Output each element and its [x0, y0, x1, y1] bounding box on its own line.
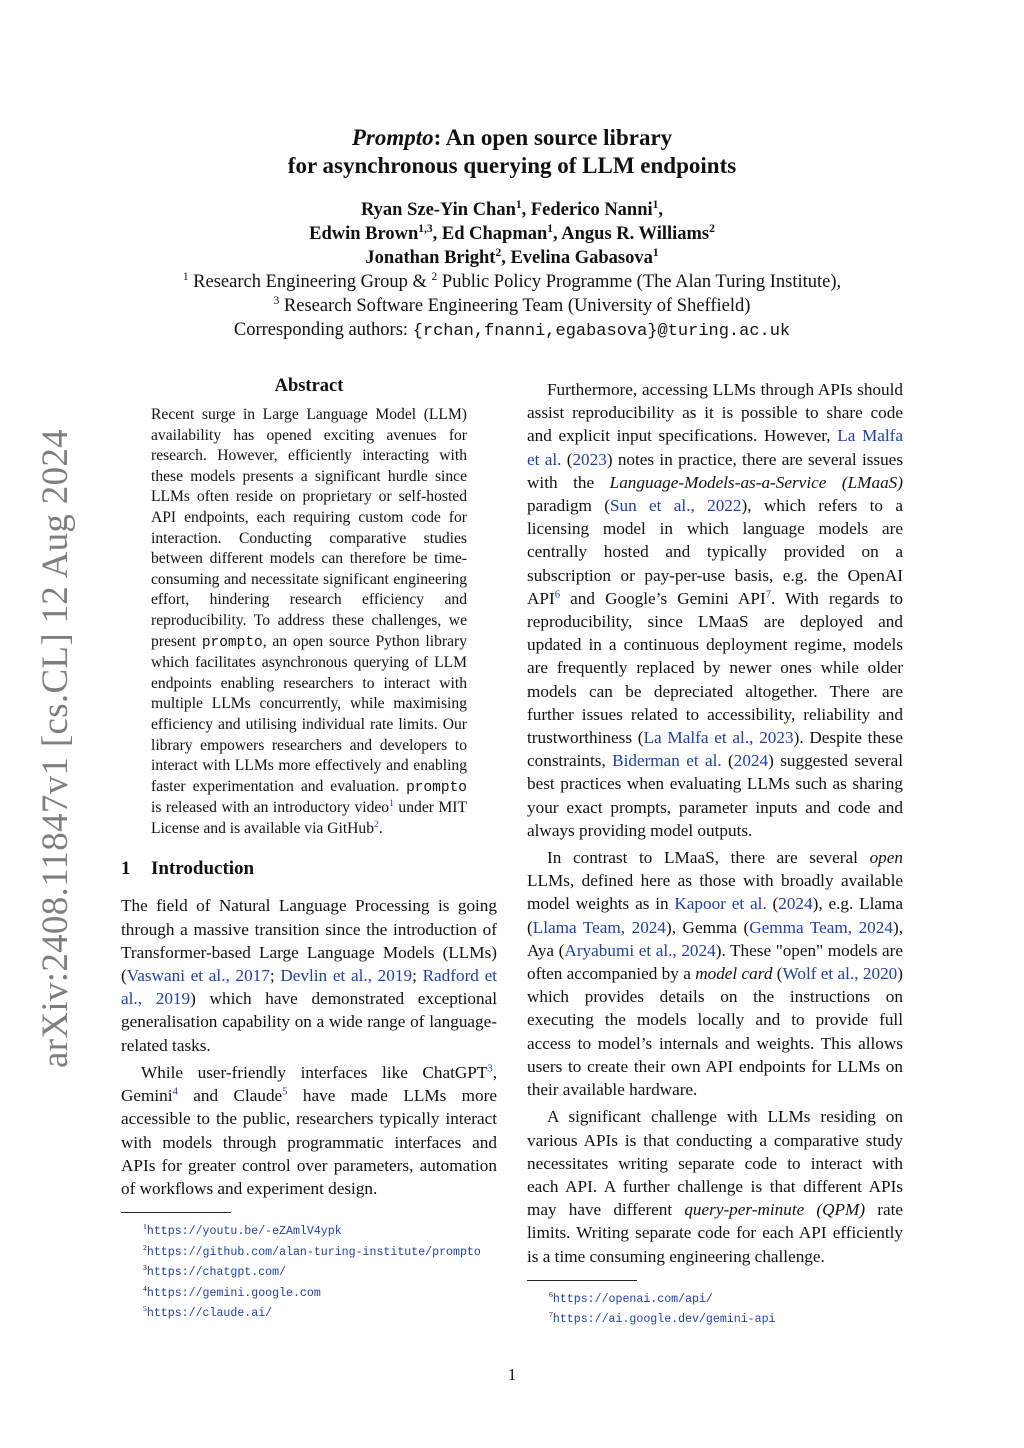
citation-link[interactable]: La Malfa et al., 2023 [643, 728, 794, 748]
footnote-url[interactable]: https://claude.ai/ [146, 1307, 273, 1321]
footnote-item: $^3$https://chatgpt.com/ [143, 1262, 287, 1280]
footnote-url[interactable]: https://youtu.be/-eZAmlV4ypk [146, 1225, 342, 1239]
author-list [0, 198, 1024, 270]
footnote-divider [121, 1212, 231, 1213]
footnote-ref[interactable]: 2 [374, 818, 379, 830]
footnote-item: $^5$https://claude.ai/ [143, 1303, 273, 1321]
paper-title-line-2: for asynchronous querying of LLM endpoints [287, 153, 737, 178]
citation-link[interactable]: Radford et al., 2019 [121, 966, 497, 1009]
citation-link[interactable]: Wolf et al., 2020 [782, 964, 898, 984]
author-line-1: Ryan Sze-Yin Chan$^1$, Federico Nanni$^1$, [360, 198, 664, 220]
footnote-divider [527, 1280, 637, 1281]
intro-paragraph-2: While user-friendly interfaces like ChatGPT$^3$, Gemini$^4$ and Claude$^5$ have made LLMs more accessible to the public, researchers typically interact with models through programmatic interfaces and APIs for greater control over parameters, automation of workflows and experiment design. [121, 1062, 497, 1198]
citation-link[interactable]: Llama Team, 2024 [532, 917, 666, 937]
body-paragraph-challenge: A significant challenge with LLMs residing on various APIs is that conducting a comparative study necessitates writing separate code to interact with each API. A further challenge is that different APIs may have different query-per-minute (QPM) rate limits. Writing separate code for each API efficiently is a time consuming engineering challenge. [527, 1107, 903, 1266]
footnote-item: $^2$https://github.com/alan-turing-institute/prompto [143, 1242, 481, 1259]
abstract-text: Recent surge in Large Language Model (LLM) availability has opened exciting avenues for research. However, efficiently interacting with these models presents a significant hurdle since LLMs often reside on proprietary or self-hosted API endpoints, each requiring custom code for interaction. Conducting comparative studies between different models can therefore be time-consuming and necessitate significant engineering effort, hindering research efficiency and reproducibility. To address these challenges, we present prompto, an open source Python library which facilitates asynchronous querying of LLM endpoints enabling researchers to interact with multiple LLMs concurrently, while maximising efficiency and utilising individual rate limits. Our library empowers researchers and developers to interact with LLMs more effectively and enabling faster experimentation and evaluation. prompto is released with an introductory video$^1$ under MIT License and is available via GitHub$^2$. [151, 406, 468, 837]
abstract-heading: Abstract [274, 376, 344, 396]
arxiv-identifier-stamp [22, 429, 88, 1068]
footnote-url[interactable]: https://openai.com/api/ [552, 1292, 713, 1306]
footnote-ref[interactable]: 7 [765, 589, 772, 601]
footnote-item: $^1$https://youtu.be/-eZAmlV4ypk [143, 1221, 342, 1239]
footnote-url[interactable]: https://gemini.google.com [146, 1286, 321, 1300]
citation-link[interactable]: La Malfa et al. [527, 426, 903, 469]
footnote-url[interactable]: https://chatgpt.com/ [146, 1266, 287, 1280]
footnote-ref[interactable]: 1 [389, 798, 394, 810]
title-block [0, 124, 1024, 344]
citation-link[interactable]: Biderman et al. [612, 751, 722, 771]
right-column [527, 378, 903, 1330]
footnote-ref[interactable]: 4 [172, 1086, 178, 1098]
citation-link[interactable]: Gemma Team, 2024 [749, 917, 893, 937]
corresponding-authors: Corresponding authors: {rchan,fnanni,egabasova}@turing.ac.uk [233, 320, 791, 341]
page-number: 1 [507, 1365, 517, 1384]
paper-title-line-1: Prompto: An open source library [351, 125, 673, 150]
footnote-ref[interactable]: 5 [282, 1086, 288, 1098]
citation-link[interactable]: Aryabumi et al., 2024 [564, 940, 716, 960]
arxiv-identifier-text: arXiv:2408.11847v1 [cs.CL] 12 Aug 2024 [34, 429, 76, 1068]
author-line-2: Edwin Brown$^{1,3}$, Ed Chapman$^1$, Angus R. Williams$^2$ [309, 222, 715, 244]
citation-link[interactable]: 2024 [778, 894, 813, 914]
intro-paragraph-1: The field of Natural Language Processing is going through a massive transition since the introduction of Transformer-based Large Language Models (LLMs) (Vaswani et al., 2017; Devlin et al., 2019; Radford et al., 2019) which have demonstrated exceptional generalisation capability on a wide range of language-related tasks. [121, 896, 498, 1055]
citation-link[interactable]: Sun et al., 2022 [609, 496, 742, 516]
inline-code: prompto [201, 634, 263, 651]
footnote-item: $^4$https://gemini.google.com [143, 1283, 321, 1300]
body-paragraph-open-llms: In contrast to LMaaS, there are several open LLMs, defined here as those with broadly available model weights as in Kapoor et al. (2024), e.g. Llama (Llama Team, 2024), Gemma (Gemma Team, 2024), Aya (Aryabumi et al., 2024). These "open" models are often accompanied by a model card (Wolf et al., 2020) which provides details on the instructions on executing the models locally and to provide full access to model’s internals and weights. This allows users to create their own API endpoints for LLMs on their available hardware. [527, 848, 904, 1100]
citation-link[interactable]: Kapoor et al. [674, 894, 767, 914]
citation-link[interactable]: 2024 [733, 751, 769, 771]
footnote-url[interactable]: https://ai.google.dev/gemini-api [552, 1313, 776, 1327]
affiliation-line-1: $^1$ Research Engineering Group & $^2$ Public Policy Programme (The Alan Turing Institute), [182, 270, 842, 292]
footnote-ref[interactable]: 6 [554, 589, 561, 601]
library-name: Prompto [351, 125, 434, 150]
corresponding-emails[interactable]: {rchan,fnanni,egabasova}@turing.ac.uk [412, 322, 791, 341]
citation-link[interactable]: Devlin et al., 2019 [280, 966, 413, 986]
footnote-url[interactable]: https://github.com/alan-turing-institute/prompto [146, 1245, 481, 1259]
author-line-3: Jonathan Bright$^2$, Evelina Gabasova$^1$ [365, 246, 659, 268]
footnote-item: $^6$https://openai.com/api/ [549, 1289, 713, 1306]
inline-code: prompto [406, 779, 467, 796]
affiliation-line-2: $^3$ Research Software Engineering Team (University of Sheffield) [273, 294, 751, 316]
section-heading-introduction: 1 Introduction [121, 858, 255, 880]
footnote-ref[interactable]: 3 [487, 1063, 493, 1075]
section-number: 1 [121, 858, 131, 880]
citation-link[interactable]: 2023 [572, 449, 607, 469]
left-column [121, 376, 497, 1324]
footnote-item: $^7$https://ai.google.dev/gemini-api [549, 1310, 776, 1327]
body-paragraph-apis: Furthermore, accessing LLMs through APIs should assist reproducibility as it is possible to share code and explicit input specifications. However, La Malfa et al. (2023) notes in practice, there are several issues with the Language-Models-as-a-Service (LMaaS) paradigm (Sun et al., 2022), which refers to a licensing model in which language models are centrally hosted and typically provided on a subscription or pay-per-use basis, e.g. the OpenAI API$^6$ and Google’s Gemini API$^7$. With regards to reproducibility, since LMaaS are deployed and updated in a continuous deployment regime, models are frequently replaced by newer ones while older models can be depreciated altogether. There are further issues related to accessibility, reliability and trustworthiness (La Malfa et al., 2023). Despite these constraints, Biderman et al. (2024) suggested several best practices when evaluating LLMs such as sharing your exact prompts, parameter inputs and code and always providing model outputs. [527, 380, 904, 840]
citation-link[interactable]: Vaswani et al., 2017 [126, 966, 270, 986]
